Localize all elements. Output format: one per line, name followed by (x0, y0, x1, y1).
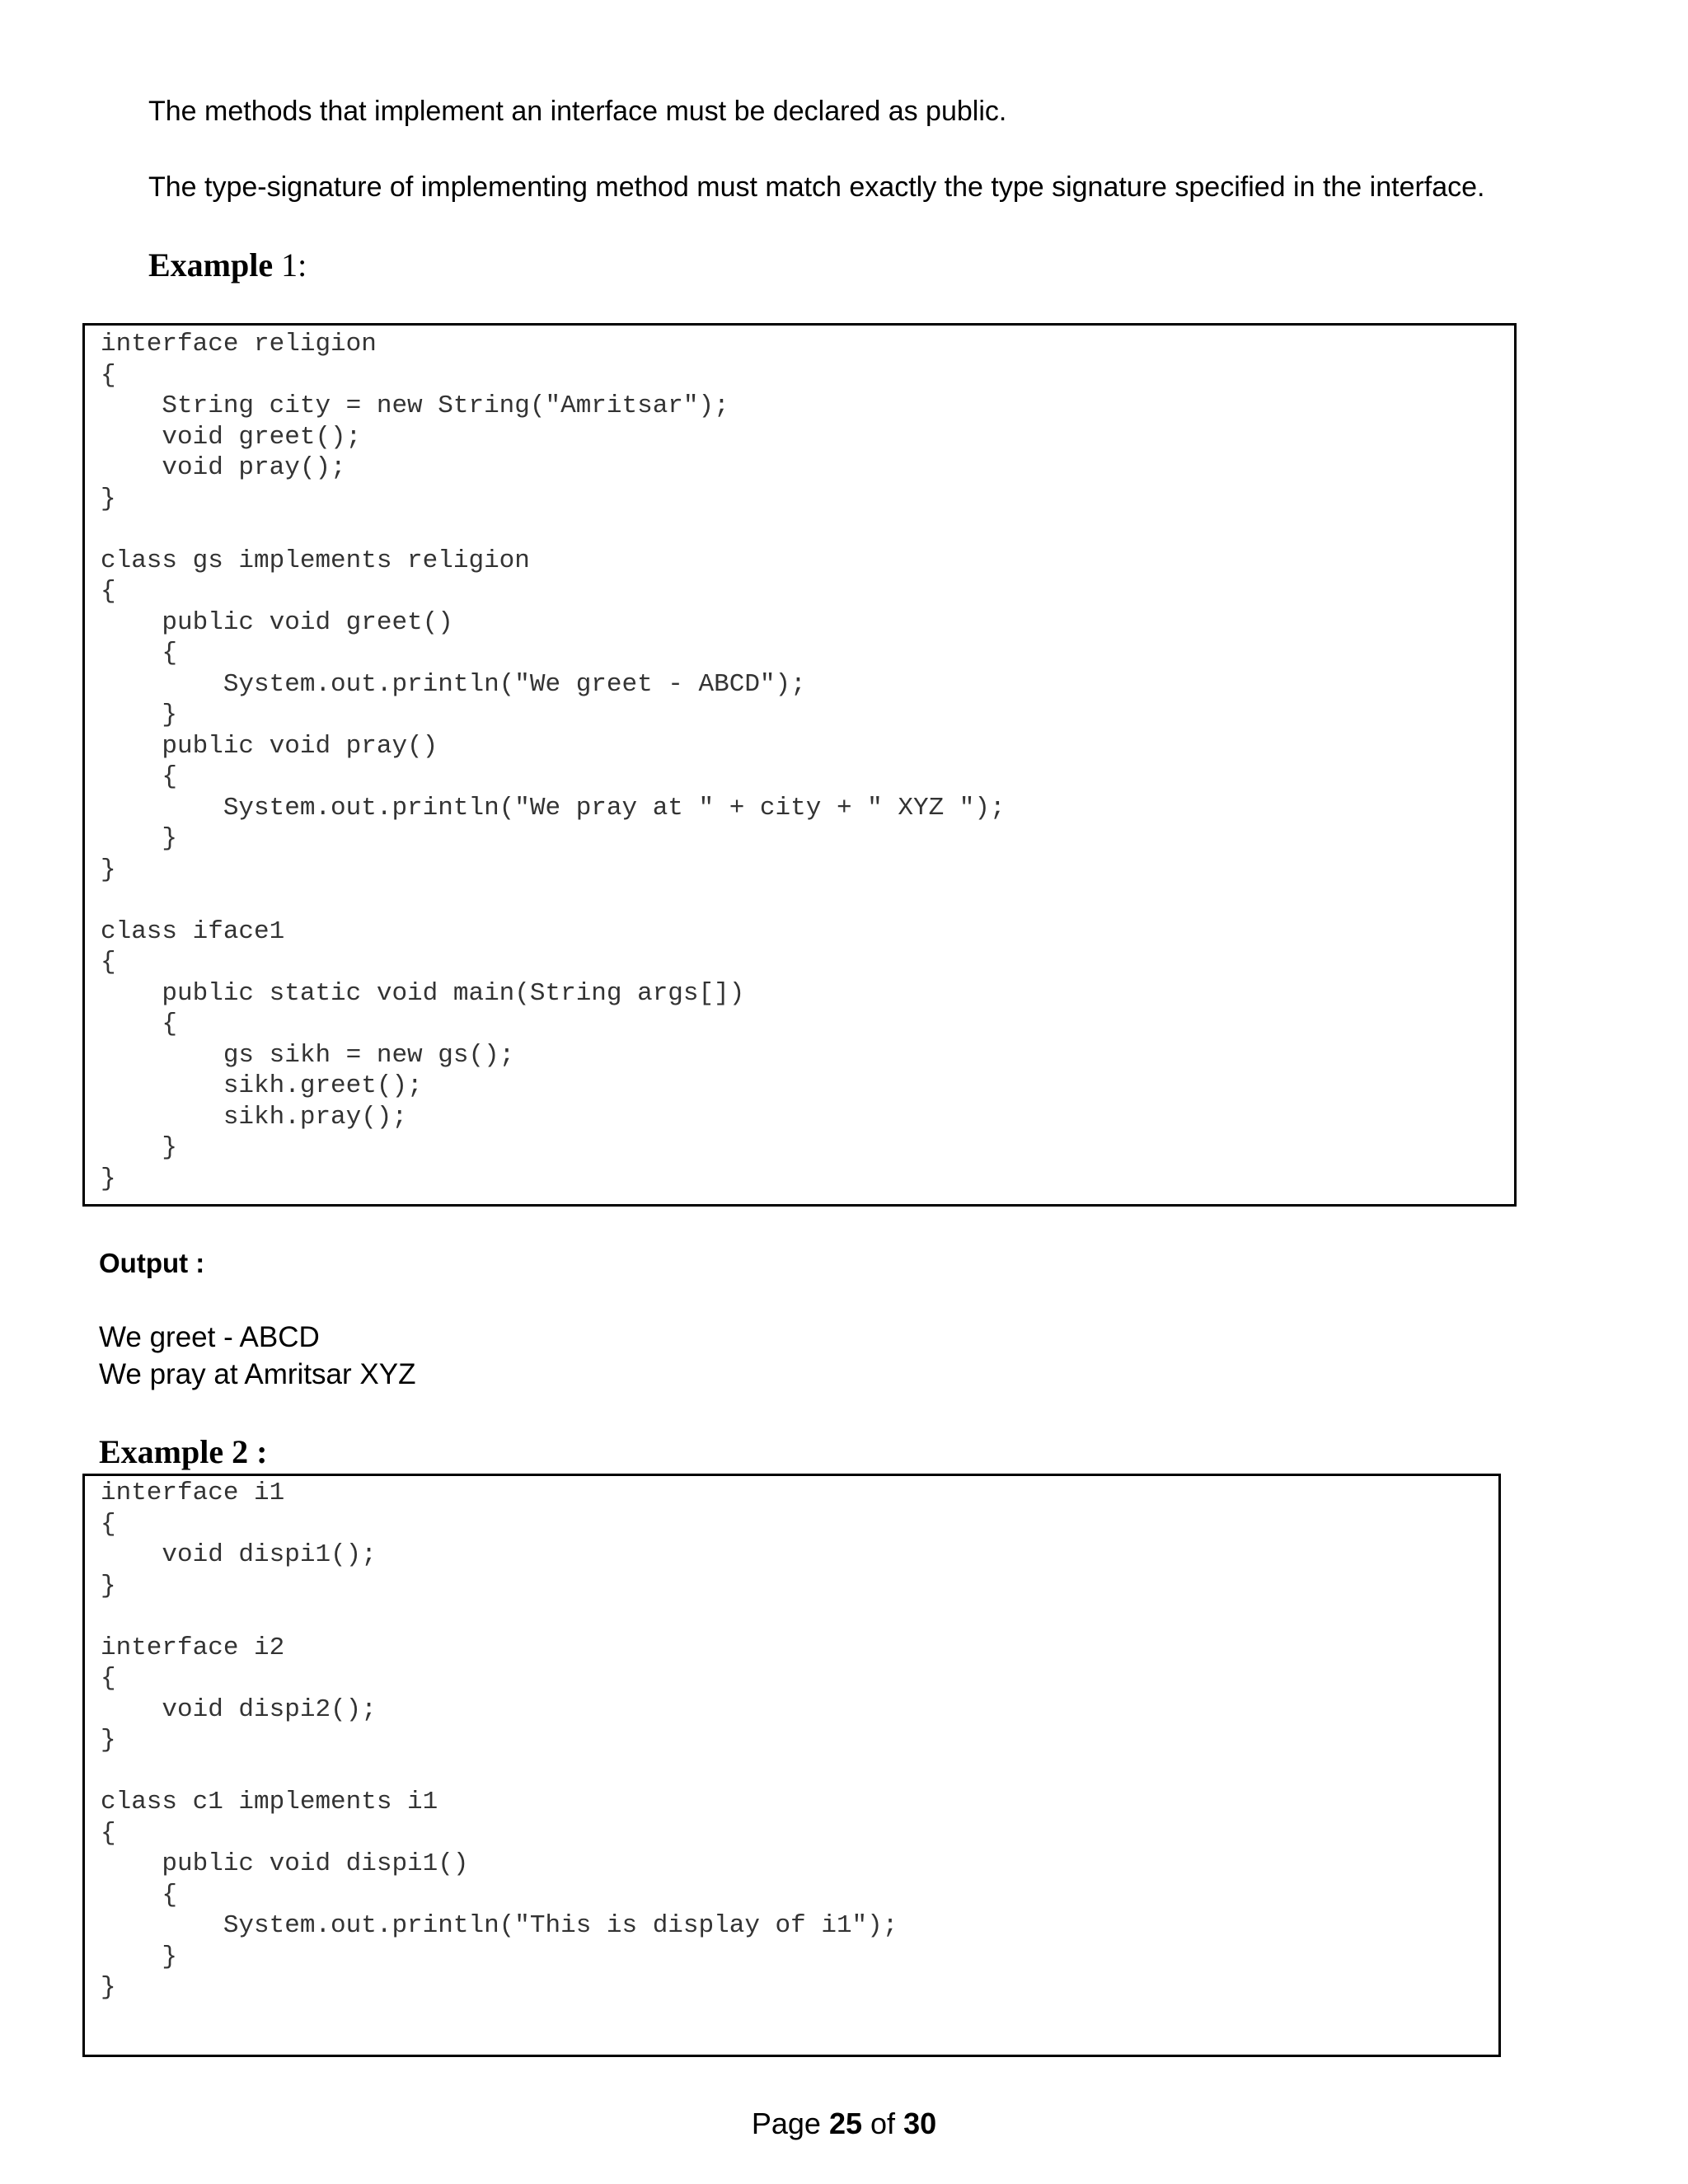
example-2-heading (99, 1432, 267, 1471)
example-2-label: Example (99, 1433, 224, 1470)
output-line-2: We pray at Amritsar XYZ (99, 1358, 416, 1390)
example-1-code: interface religion { String city = new String("Amritsar"); void greet(); void pray(); } class gs implements religion { public void greet() { System.out.println("We greet - ABCD"); } public void pray() { System.out.println("We pray at " + city + " XYZ "); } } class iface1 { public static void main(String args[]) { gs sikh = new gs(); sikh.greet(); sikh.pray(); } } (101, 330, 1006, 1193)
example-1-number: 1: (281, 246, 307, 284)
example-1-heading (148, 246, 307, 284)
paragraph-type-signature: The type-signature of implementing method must match exactly the type signature specified in the interface. (148, 171, 1485, 203)
footer-total-pages: 30 (903, 2107, 937, 2140)
footer-current-page: 25 (828, 2107, 863, 2140)
paragraph-public-methods: The methods that implement an interface must be declared as public. (148, 96, 1007, 127)
footer-of-word: of (870, 2107, 896, 2140)
example-1-code-box (82, 323, 1517, 1207)
footer-page-word: Page (751, 2107, 821, 2140)
example-2-code-box (82, 1474, 1501, 2057)
page-footer (0, 2107, 1688, 2141)
example-1-label: Example (148, 246, 274, 284)
output-label: Output : (99, 1248, 205, 1278)
output-line-1: We greet - ABCD (99, 1321, 320, 1353)
example-2-number: 2 : (232, 1433, 268, 1470)
example-2-code: interface i1 { void dispi1(); } interface i2 { void dispi2(); } class c1 implements i1 { public void dispi1() { System.out.println("This is display of i1"); } } (101, 1479, 898, 2002)
